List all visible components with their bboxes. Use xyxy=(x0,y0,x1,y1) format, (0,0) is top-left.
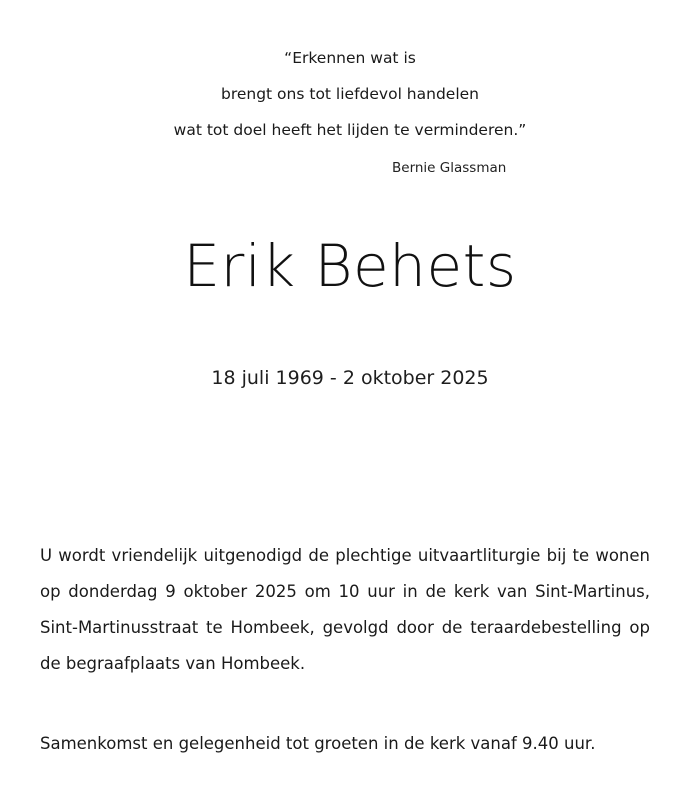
quote-line: brengt ons tot liefdevol handelen xyxy=(220,85,479,103)
deceased-name: Erik Behets xyxy=(183,232,517,300)
quote-line: “Erkennen wat is xyxy=(284,49,416,67)
gathering-paragraph: Samenkomst en gelegenheid tot groeten in de kerk vanaf 9.40 uur. xyxy=(40,734,596,753)
quote-block xyxy=(0,40,700,148)
quote-line: wat tot doel heeft het lijden te verminderen.” xyxy=(173,121,527,139)
quote-author: Bernie Glassman xyxy=(392,160,507,176)
life-dates: 18 juli 1969 - 2 oktober 2025 xyxy=(211,367,489,389)
invitation-paragraph: U wordt vriendelijk uitgenodigd de plechtige uitvaartliturgie bij te wonen op donderdag 9 oktober 2025 om 10 uur in de kerk van Sint-Martinus, Sint-Martinusstraat te Hombeek, gevolgd door de teraardebestelling op de begraafplaats van Hombeek. xyxy=(40,546,650,673)
